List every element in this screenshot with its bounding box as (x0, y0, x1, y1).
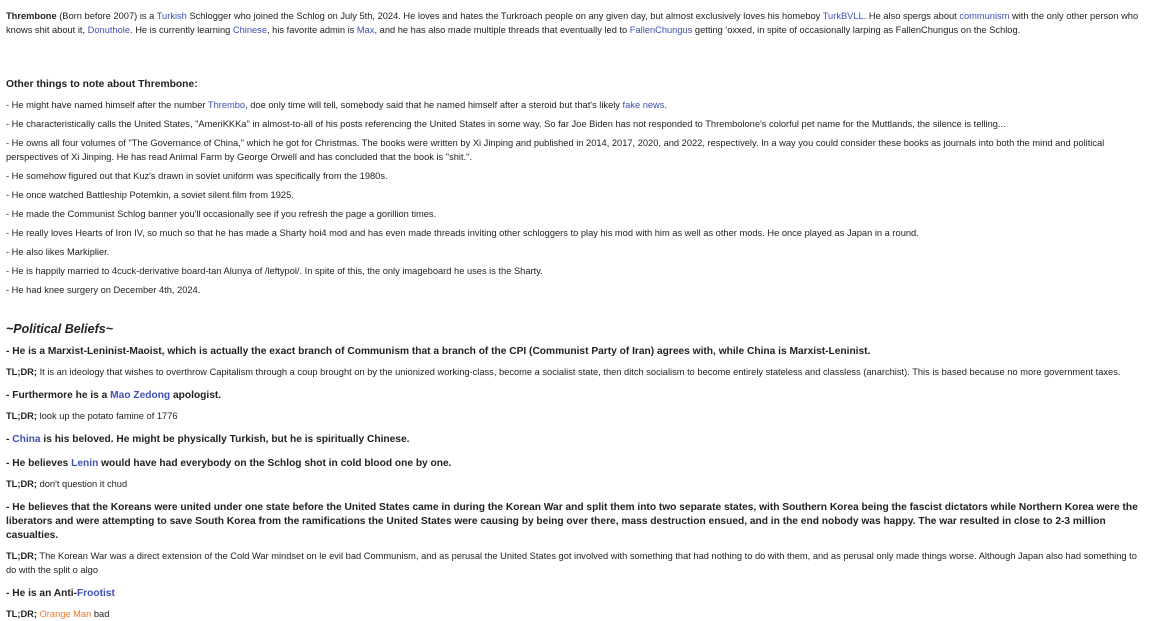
link-thrembo[interactable]: Thrembo (207, 100, 246, 110)
list-item: - He might have named himself after the number Thrembo, doe only time will tell, somebody said that he named himself after a steroid but that's likely fake news. (6, 100, 667, 110)
belief-mlm: - He is a Marxist-Leninist-Maoist, which is actually the exact branch of Communism that a branch of the CPI (Communist Party of Iran) agrees with, while China is Marxist-Leninist. (6, 346, 871, 357)
link-max[interactable]: Max (356, 25, 375, 35)
link-fake-news[interactable]: fake news (622, 100, 665, 110)
list-item: - He really loves Hearts of Iron IV, so much so that he has made a Sharty hoi4 mod and has even made threads inviting other schloggers to play his mod with him as well as other mods. He once played as Japan in a round. (6, 228, 919, 238)
belief-china: - China is his beloved. He might be physically Turkish, but he is spiritually Chinese. (6, 434, 410, 445)
list-item: - He owns all four volumes of "The Governance of China," which he got for Christmas. The books were written by Xi Jinping and published in 2014, 2017, 2020, and 2022, respectively. In a way you could consider these books as journals into both the mind and political perspectives of Xi Jinping. He has read Animal Farm by George Orwell and has concluded that the book is "shit.". (6, 138, 1105, 162)
link-mao-zedong[interactable]: Mao Zedong (110, 390, 171, 401)
belief-frootist: - He is an Anti-Frootist (6, 588, 115, 599)
intro-paragraph: Thrembone (Born before 2007) is a Turkish Schlogger who joined the Schlog on July 5th, 2024. He loves and hates the Turkroach people on any given day, but almost exclusively loves his homeboy TurkBVLL. He also spergs about communism with the only other person who knows shit about it, Donuthole. He is currently learning Chinese, his favorite admin is Max, and he has also made multiple threads that eventually led to FallenChungus getting 'oxxed, in spite of occasionally larping as FallenChungus on the Schlog. (6, 11, 1139, 35)
tldr-lenin: TL;DR; don't question it chud (6, 479, 128, 489)
tldr-label: TL;DR; (6, 551, 37, 561)
tldr-label: TL;DR; (6, 609, 37, 619)
tldr-label: TL;DR; (6, 479, 37, 489)
list-item: - He once watched Battleship Potemkin, a soviet silent film from 1925. (6, 190, 294, 200)
link-communism[interactable]: communism (959, 11, 1010, 21)
political-beliefs-heading: ~Political Beliefs~ (6, 322, 113, 336)
link-chinese[interactable]: Chinese (232, 25, 267, 35)
link-donuthole[interactable]: Donuthole (87, 25, 131, 35)
link-frootist[interactable]: Frootist (76, 588, 115, 599)
link-china[interactable]: China (12, 434, 41, 445)
link-turkish[interactable]: Turkish (156, 11, 187, 21)
link-fallenchungus[interactable]: FallenChungus (629, 25, 693, 35)
list-item: - He had knee surgery on December 4th, 2024. (6, 285, 201, 295)
notes-list (6, 98, 1146, 297)
list-item: - He is happily married to 4cuck-derivative board-tan Alunya of /leftypol/. In spite of this, the only imageboard he uses is the Sharty. (6, 266, 543, 276)
link-orange-man[interactable]: Orange Man (39, 609, 92, 619)
notes-heading: Other things to note about Thrembone: (6, 79, 198, 90)
subject-name: Thrembone (6, 11, 57, 21)
belief-korea: - He believes that the Koreans were united under one state before the United States came in during the Korean War and split them into two separate states, with Southern Korea being the fascist dictators while Northern Korea were the liberators and were attempting to save South Korea from the ramifications the United States were causing by being over there, mass destruction ensued, and in the end nobody was happy. The war resulted in close to 2-3 million casualties. (6, 502, 1138, 541)
tldr-mlm: TL;DR; It is an ideology that wishes to overthrow Capitalism through a coup brought on by the unionized working-class, become a socialist state, then ditch socialism to become entirely stateless and classless (anarchist). This is based because no more government taxes. (6, 367, 1121, 377)
tldr-label: TL;DR; (6, 367, 37, 377)
link-lenin[interactable]: Lenin (71, 458, 99, 469)
tldr-frootist: TL;DR; Orange Man bad (6, 609, 110, 619)
belief-mao: - Furthermore he is a Mao Zedong apologist. (6, 390, 222, 401)
list-item: - He characteristically calls the United States, "AmeriKKKa" in almost-to-all of his posts referencing the United States in some way. So far Joe Biden has not responded to Thrembolone's colorful pet name for the Muttlands, the silence is telling... (6, 119, 1006, 129)
tldr-label: TL;DR; (6, 411, 37, 421)
belief-lenin: - He believes Lenin would have had everybody on the Schlog shot in cold blood one by one. (6, 458, 452, 469)
tldr-mao: TL;DR; look up the potato famine of 1776 (6, 411, 178, 421)
list-item: - He made the Communist Schlog banner you'll occasionally see if you refresh the page a gorillion times. (6, 209, 437, 219)
list-item: - He somehow figured out that Kuz's drawn in soviet uniform was specifically from the 1980s. (6, 171, 388, 181)
tldr-korea: TL;DR; The Korean War was a direct extension of the Cold War mindset on le evil bad Communism, and as perusal the United States got involved with something that had nothing to do with them, and as perusal only made things worse. Although Japan also had something to do with the split o algo (6, 551, 1137, 575)
link-turkbvll[interactable]: TurkBVLL (822, 11, 864, 21)
list-item: - He also likes Markiplier. (6, 247, 110, 257)
